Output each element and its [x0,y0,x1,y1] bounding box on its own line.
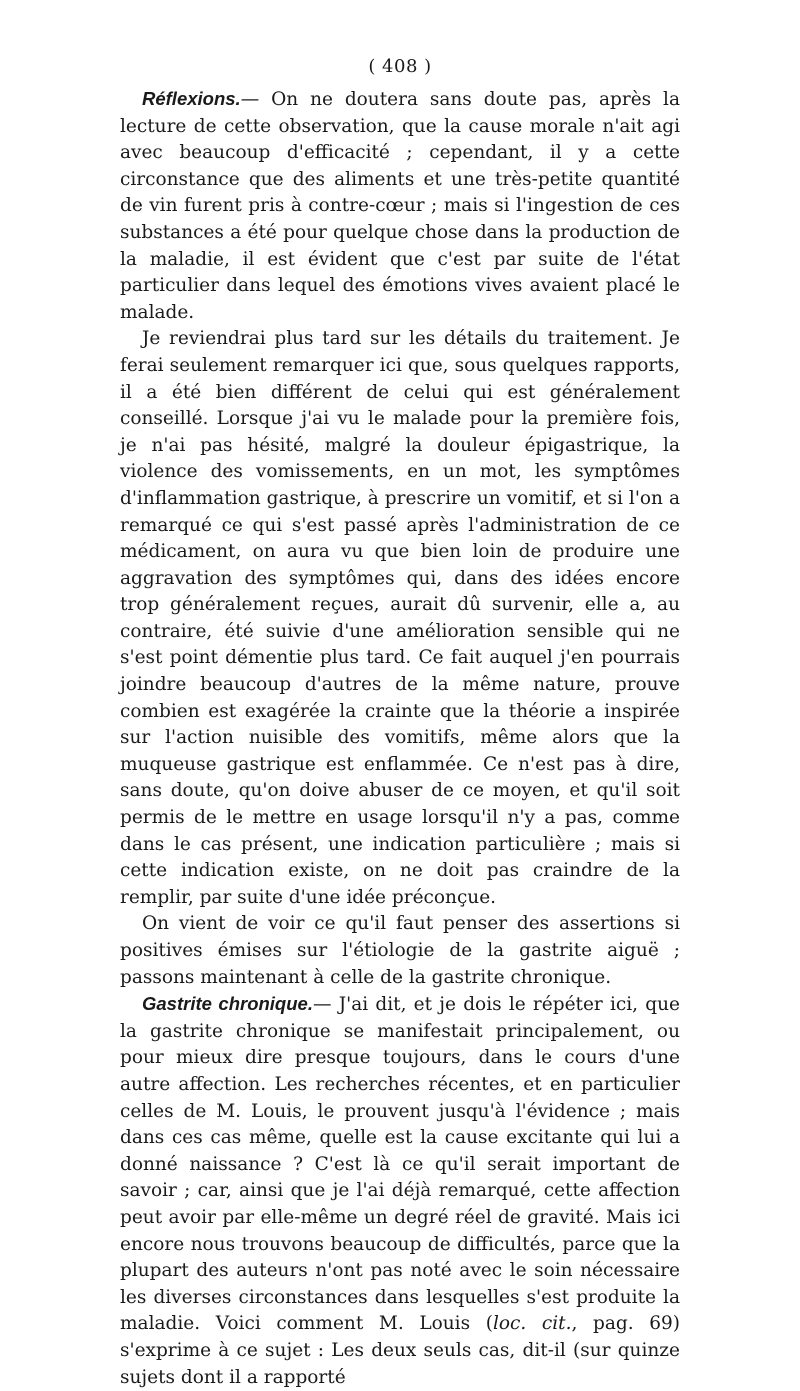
paragraph-text: — On ne doutera sans doute pas, après la lecture de cette observation, que la cause morale n'ait agi avec beaucoup d'efficacité ; cependant, il y a cette circonstance que des aliments et une très-petite quantité de vin furent pris à contre-cœur ; mais si l'ingestion de ces substances a été pour quelque chose dans la production de la maladie, il est évident que c'est par suite de l'état particulier dans lequel des émotions vives avaient placé le malade. [120,89,680,323]
paragraph-traitement [120,326,680,911]
page-number: ( 408 ) [368,56,432,77]
paragraph-text: On vient de voir ce qu'il faut penser des assertions si positives émises sur l'étiologie de la gastrite aiguë ; passons maintenant à celle de la gastrite chronique. [120,913,680,988]
paragraph-reflexions [120,86,680,326]
paragraph-text: — J'ai dit, et je dois le répéter ici, que la gastrite chronique se manifestait principalement, ou pour mieux dire presque toujours, dans le cours d'une autre affection. Les recherches récentes, et en particulier celles de M. Louis, le prouvent jusqu'à l'évidence ; mais dans ces cas même, quelle est la cause excitante qui lui a donné naissance ? C'est là ce qu'il serait important de savoir ; car, ainsi que je l'ai déjà remarqué, cette affection peut avoir par elle-même un degré réel de gravité. Mais ici encore nous trouvons beaucoup de difficultés, parce que la plupart des auteurs n'ont pas noté avec le soin nécessaire les diverses circonstances dans lesquelles s'est produite la maladie. Voici comment M. Louis ( [120,994,680,1335]
paragraph-text-tail: , pag. 69) s'exprime à ce sujet : Les deux seuls cas, dit-il (sur quinze sujets dont il a rapporté [120,1313,680,1388]
paragraph-gastrite-chronique [120,991,680,1391]
citation-reference: loc. cit. [492,1313,572,1335]
section-lead-reflexions: Réflexions. [142,88,241,109]
section-lead-gastrite-chronique: Gastrite chronique. [142,993,313,1015]
paragraph-etiologie [120,911,680,991]
paragraph-text: Je reviendrai plus tard sur les détails du traitement. Je ferai seulement remarquer ici que, sous quelques rapports, il a été bien différent de celui qui est généralement conseillé. Lorsque j'ai vu le malade pour la première fois, je n'ai pas hésité, malgré la douleur épigastrique, la violence des vomissements, en un mot, les symptômes d'inflammation gastrique, à prescrire un vomitif, et si l'on a remarqué ce qui s'est passé après l'administration de ce médicament, on aura vu que bien loin de produire une aggravation des symptômes qui, dans des idées encore trop généralement reçues, aurait dû survenir, elle a, au contraire, été suivie d'une amélioration sensible qui ne s'est point démentie plus tard. Ce fait auquel j'en pourrais joindre beaucoup d'autres de la même nature, prouve combien est exagérée la crainte que la théorie a inspirée sur l'action nuisible des vomitifs, même alors que la muqueuse gastrique est enflammée. Ce n'est pas à dire, sans doute, qu'on doive abuser de ce moyen, et qu'il soit permis de le mettre en usage lorsqu'il n'y a pas, comme dans le cas présent, une indication particulière ; mais si cette indication existe, on ne doit pas craindre de la remplir, par suite d'une idée préconçue. [120,328,680,908]
book-page [120,54,680,1391]
